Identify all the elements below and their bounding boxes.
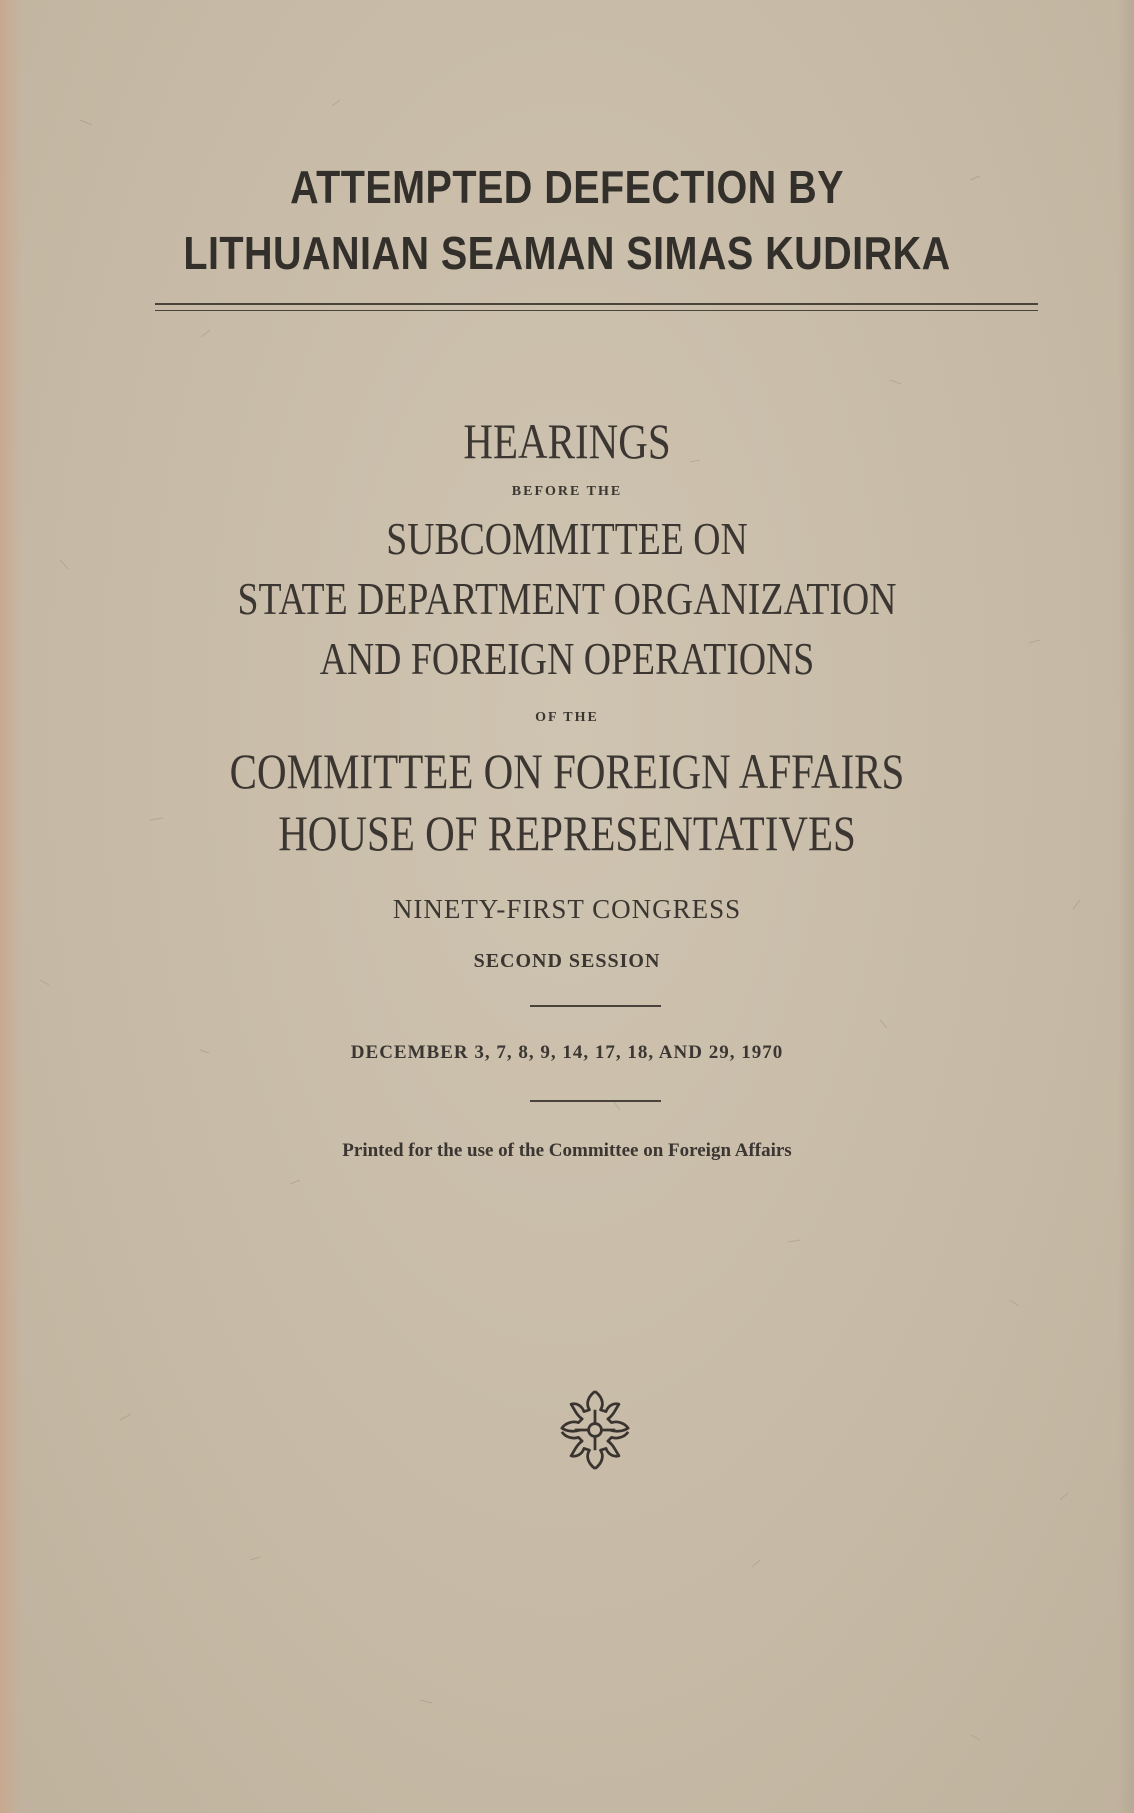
before-the-label: BEFORE THE: [511, 484, 623, 499]
hearings-heading: HEARINGS: [463, 413, 671, 469]
printed-for-note: Printed for the use of the Committee on Foreign Affairs: [342, 1140, 792, 1161]
title-rule-bottom: [155, 310, 1038, 311]
divider-rule-1: [530, 1005, 661, 1007]
divider-rule-2: [530, 1100, 661, 1102]
title-line-1: ATTEMPTED DEFECTION BY: [290, 161, 844, 213]
printer-ornament-icon: [549, 1384, 641, 1476]
of-the-label: OF THE: [535, 710, 599, 725]
subcommittee-line-3: AND FOREIGN OPERATIONS: [319, 633, 815, 684]
congress-label: NINETY-FIRST CONGRESS: [392, 894, 742, 924]
session-label: SECOND SESSION: [473, 950, 661, 972]
title-line-2: LITHUANIAN SEAMAN SIMAS KUDIRKA: [183, 227, 951, 279]
subcommittee-line-2: STATE DEPARTMENT ORGANIZATION: [237, 573, 897, 624]
subcommittee-line-1: SUBCOMMITTEE ON: [386, 513, 748, 564]
hearing-dates: DECEMBER 3, 7, 8, 9, 14, 17, 18, AND 29, 1970: [350, 1042, 784, 1063]
title-rule-top: [155, 303, 1038, 305]
committee-line-1: COMMITTEE ON FOREIGN AFFAIRS: [229, 743, 905, 799]
committee-line-2: HOUSE OF REPRESENTATIVES: [278, 805, 856, 861]
